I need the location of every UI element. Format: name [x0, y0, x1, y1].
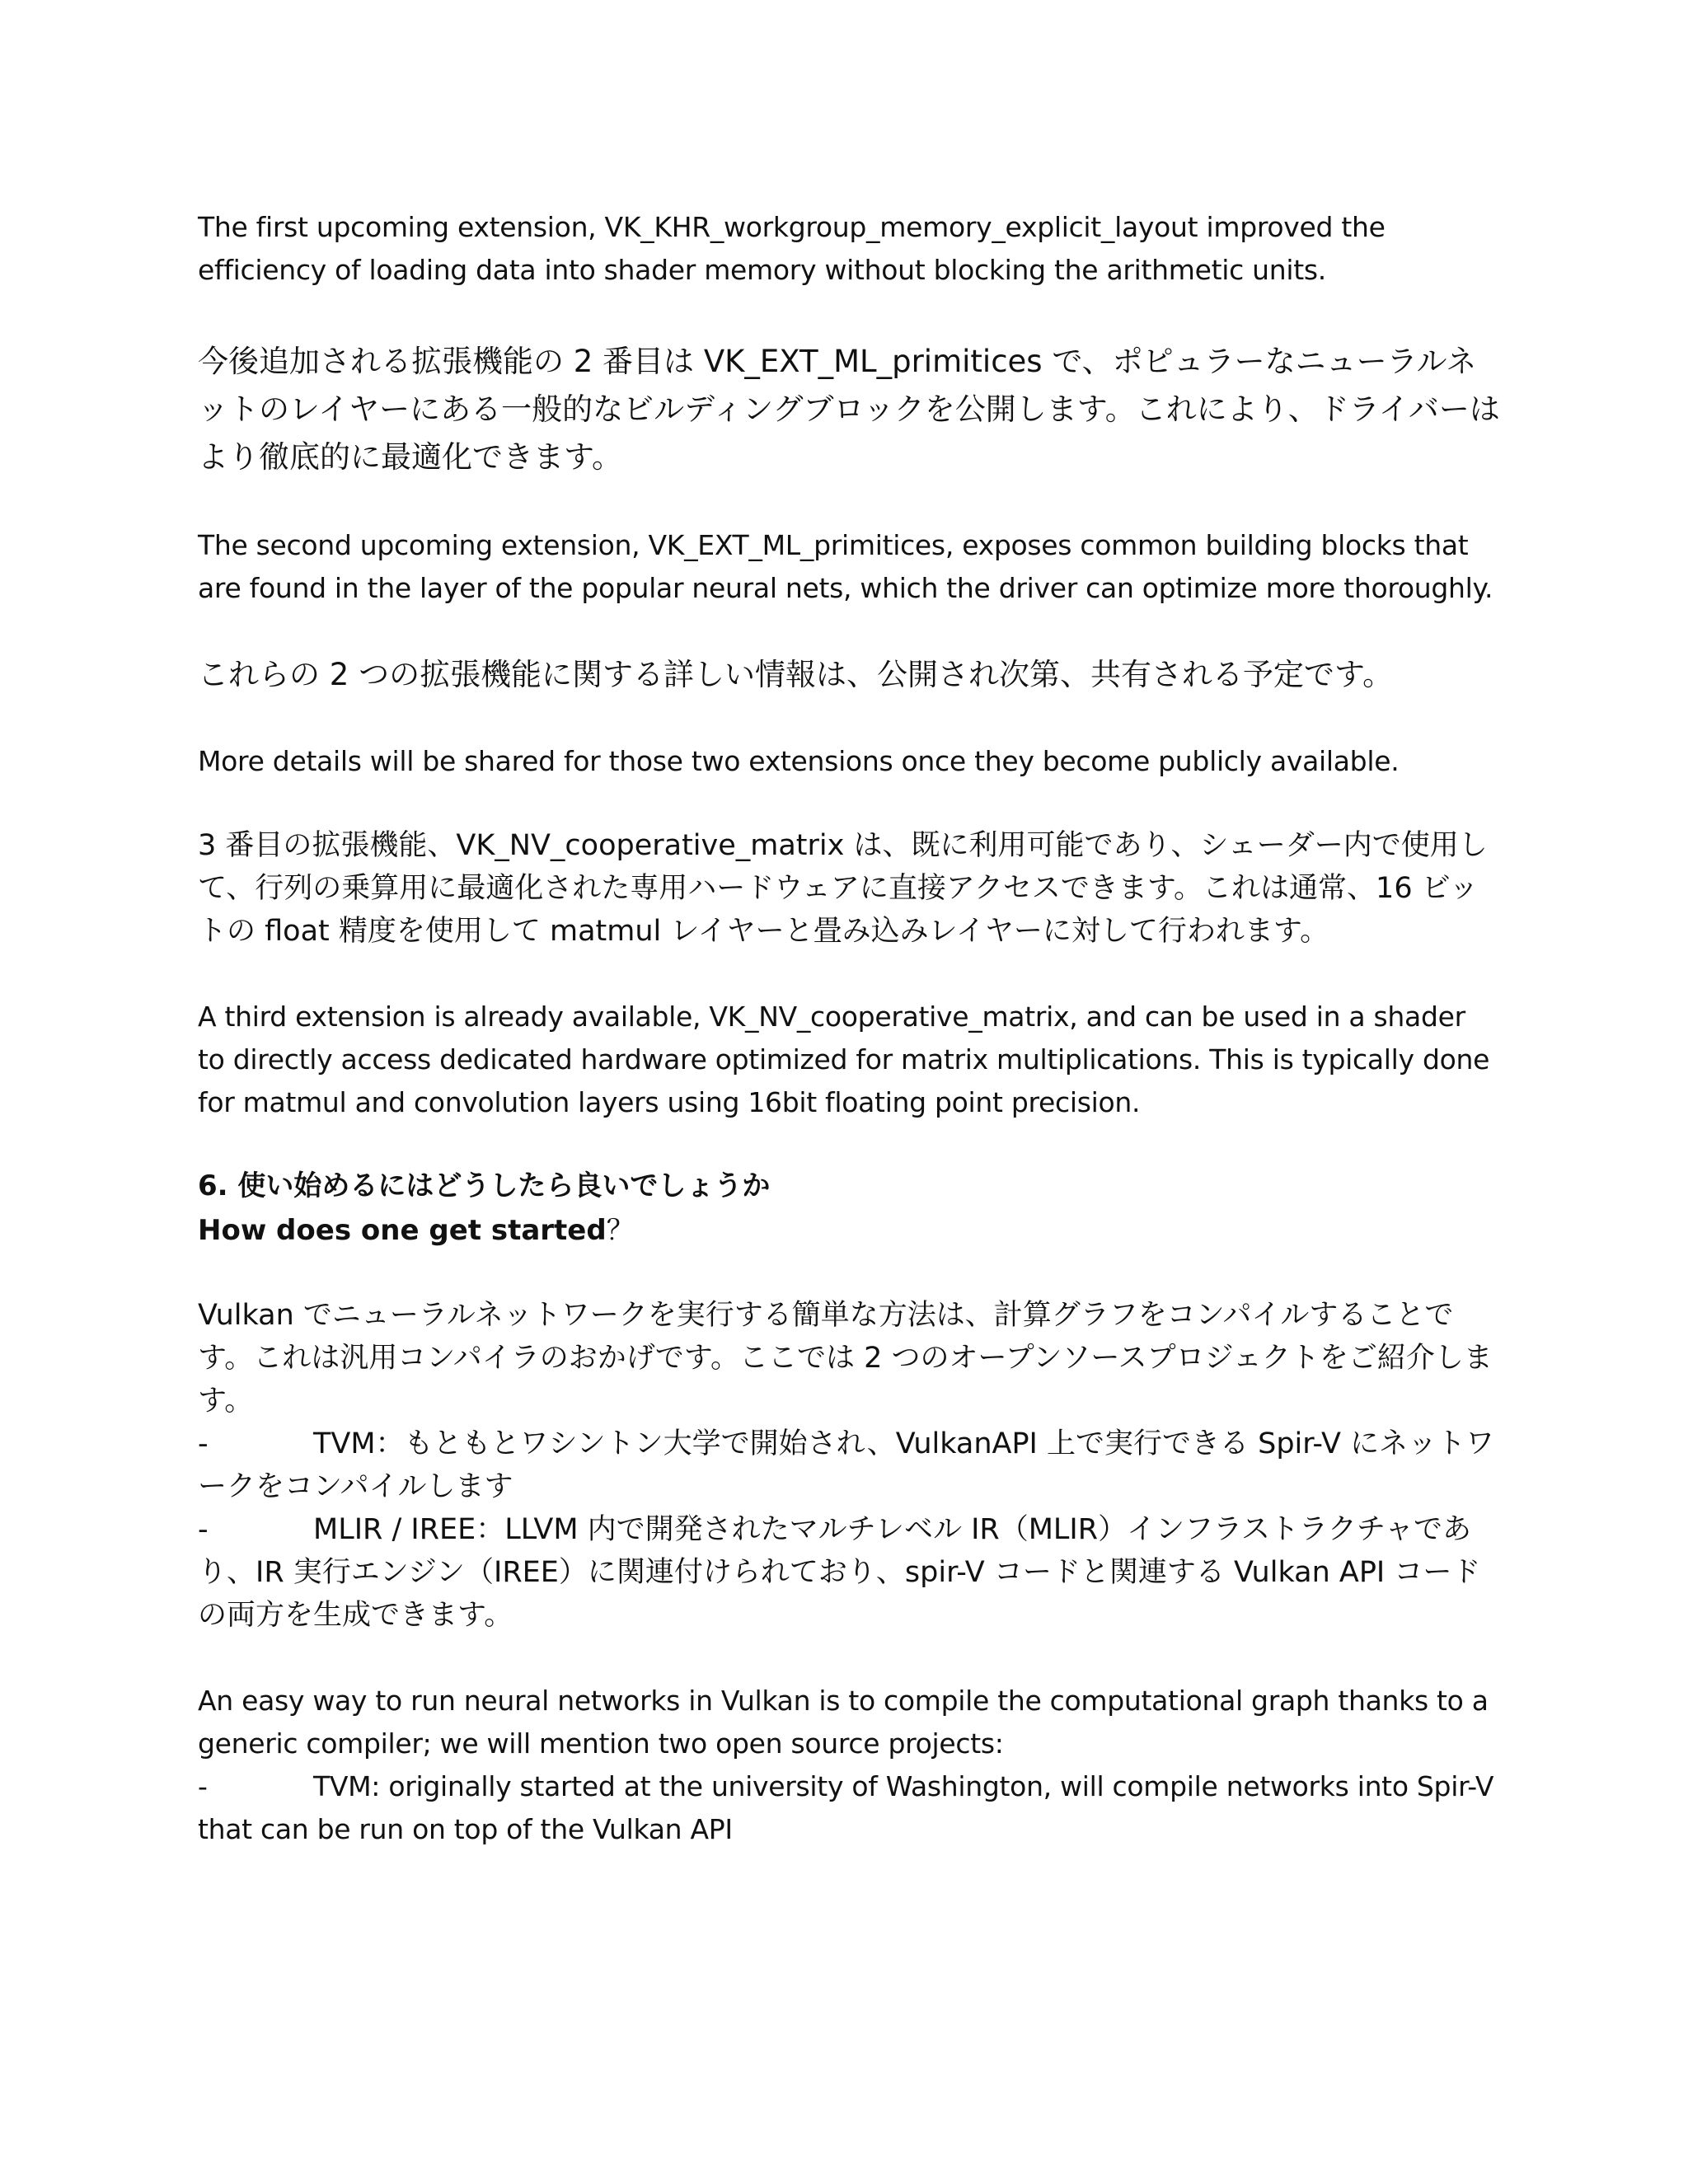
- section-heading: [198, 1164, 1500, 1253]
- bullet-en-1-text: TVM: originally started at the university of Washington, will compile networks into Spir-V that can be run on top of the Vulkan API: [198, 1770, 1494, 1845]
- paragraph-ja-3: これらの 2 つの拡張機能に関する詳しい情報は、公開され次第、共有される予定です。: [198, 657, 1394, 692]
- paragraph-en-1: The first upcoming extension, VK_KHR_workgroup_memory_explicit_layout improved the efficiency of loading data into shader memory without blocking the arithmetic units.: [198, 211, 1386, 286]
- bullet-ja-2: [198, 1508, 1500, 1637]
- paragraph-en-2: The second upcoming extension, VK_EXT_ML_primitices, exposes common building blocks that are found in the layer of the popular neural nets, which the driver can optimize more thoroughly.: [198, 529, 1493, 604]
- paragraph-ja-5: Vulkan でニューラルネットワークを実行する簡単な方法は、計算グラフをコンパイルすることです。これは汎用コンパイラのおかげです。ここでは 2 つのオープンソースプロジェクトをご紹介します。: [198, 1299, 1493, 1418]
- paragraph-en-3: More details will be shared for those two extensions once they become publicly available.: [198, 745, 1400, 777]
- section-heading-en: [198, 1208, 1500, 1253]
- section-heading-en-qmark: ？: [606, 1214, 635, 1247]
- bullet-ja-1-text: TVM：もともとワシントン大学で開始され、VulkanAPI 上で実行できる Spir-V にネットワークをコンパイルします: [198, 1427, 1495, 1503]
- bullet-en-1-dash: -: [198, 1770, 208, 1802]
- bullet-ja-1-dash: -: [198, 1427, 209, 1460]
- paragraph-en-5: An easy way to run neural networks in Vulkan is to compile the computational graph thanks to a generic compiler; we will mention two open source projects:: [198, 1685, 1489, 1760]
- paragraph-ja-2: 今後追加される拡張機能の 2 番目は VK_EXT_ML_primitices で、ポピュラーなニューラルネットのレイヤーにある一般的なビルディングブロックを公開します。これにより、ドライバーはより徹底的に最適化できます。: [198, 344, 1500, 475]
- document-page: [198, 206, 1500, 1851]
- bullet-ja-2-text: MLIR / IREE：LLVM 内で開発されたマルチレベル IR（MLIR）インフラストラクチャであり、IR 実行エンジン（IREE）に関連付けられており、spir-V コードと関連する Vulkan API コードの両方を生成できます。: [198, 1513, 1481, 1632]
- paragraph-ja-4: 3 番目の拡張機能、VK_NV_cooperative_matrix は、既に利用可能であり、シェーダー内で使用して、行列の乗算用に最適化された専用ハードウェアに直接アクセスできます。これは通常、16 ビットの float 精度を使用して matmul レイヤーと畳み込みレイヤーに対して行われます。: [198, 829, 1488, 948]
- bullet-ja-1: [198, 1422, 1500, 1508]
- bullet-en-1: [198, 1765, 1500, 1851]
- bullet-ja-2-dash: -: [198, 1513, 209, 1546]
- section-heading-en-text: How does one get started: [198, 1214, 607, 1247]
- section-heading-ja: 6. 使い始めるにはどうしたら良いでしょうか: [198, 1169, 771, 1202]
- paragraph-en-4: A third extension is already available, VK_NV_cooperative_matrix, and can be used in a shader to directly access dedicated hardware optimized for matrix multiplications. This is typically done for matmul and convolution layers using 16bit floating point precision.: [198, 1001, 1490, 1118]
